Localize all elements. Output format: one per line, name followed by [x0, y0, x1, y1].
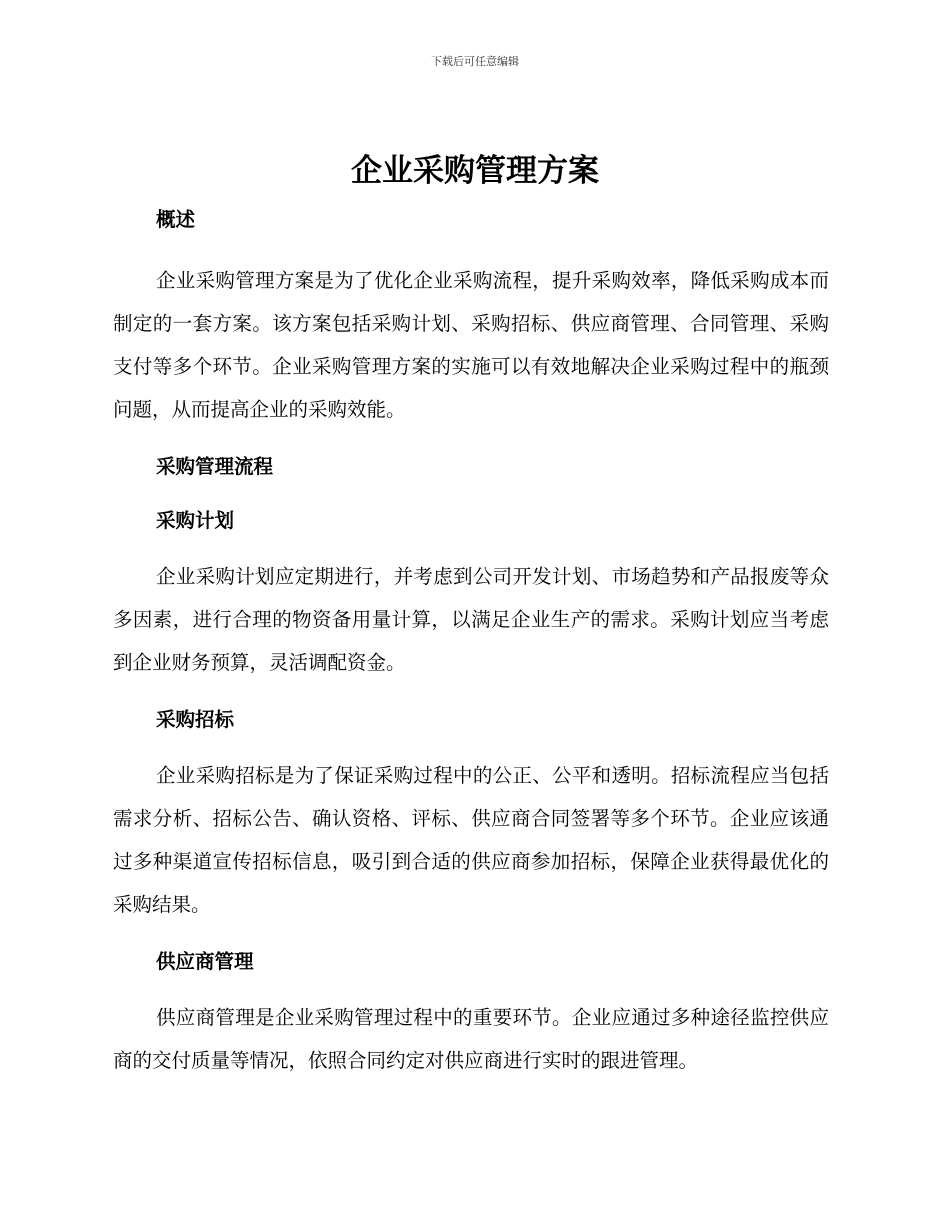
paragraph-supplier-management: 供应商管理是企业采购管理过程中的重要环节。企业应通过多种途径监控供应商的交付质量等情况，依照合同约定对供应商进行实时的跟进管理。 [113, 1006, 829, 1072]
heading-overview: 概述 [156, 208, 196, 231]
document-title: 企业采购管理方案 [351, 153, 599, 189]
heading-procurement-plan: 采购计划 [156, 509, 235, 532]
paragraph-procurement-plan: 企业采购计划应定期进行，并考虑到公司开发计划、市场趋势和产品报废等众多因素，进行合理的物资备用量计算，以满足企业生产的需求。采购计划应当考虑到企业财务预算，灵活调配资金。 [113, 565, 829, 674]
header-note: 下载后可任意编辑 [431, 55, 519, 68]
paragraph-overview: 企业采购管理方案是为了优化企业采购流程，提升采购效率，降低采购成本而制定的一套方案。该方案包括采购计划、采购招标、供应商管理、合同管理、采购支付等多个环节。企业采购管理方案的实施可以有效地解决企业采购过程中的瓶颈问题，从而提高企业的采购效能。 [113, 269, 829, 421]
heading-supplier-management: 供应商管理 [156, 950, 254, 973]
document-body [113, 200, 829, 1082]
heading-procurement-bidding: 采购招标 [156, 708, 235, 731]
heading-procurement-flow: 采购管理流程 [156, 455, 274, 478]
paragraph-procurement-bidding: 企业采购招标是为了保证采购过程中的公正、公平和透明。招标流程应当包括需求分析、招标公告、确认资格、评标、供应商合同签署等多个环节。企业应该通过多种渠道宣传招标信息，吸引到合适的供应商参加招标，保障企业获得最优化的采购结果。 [113, 764, 829, 916]
